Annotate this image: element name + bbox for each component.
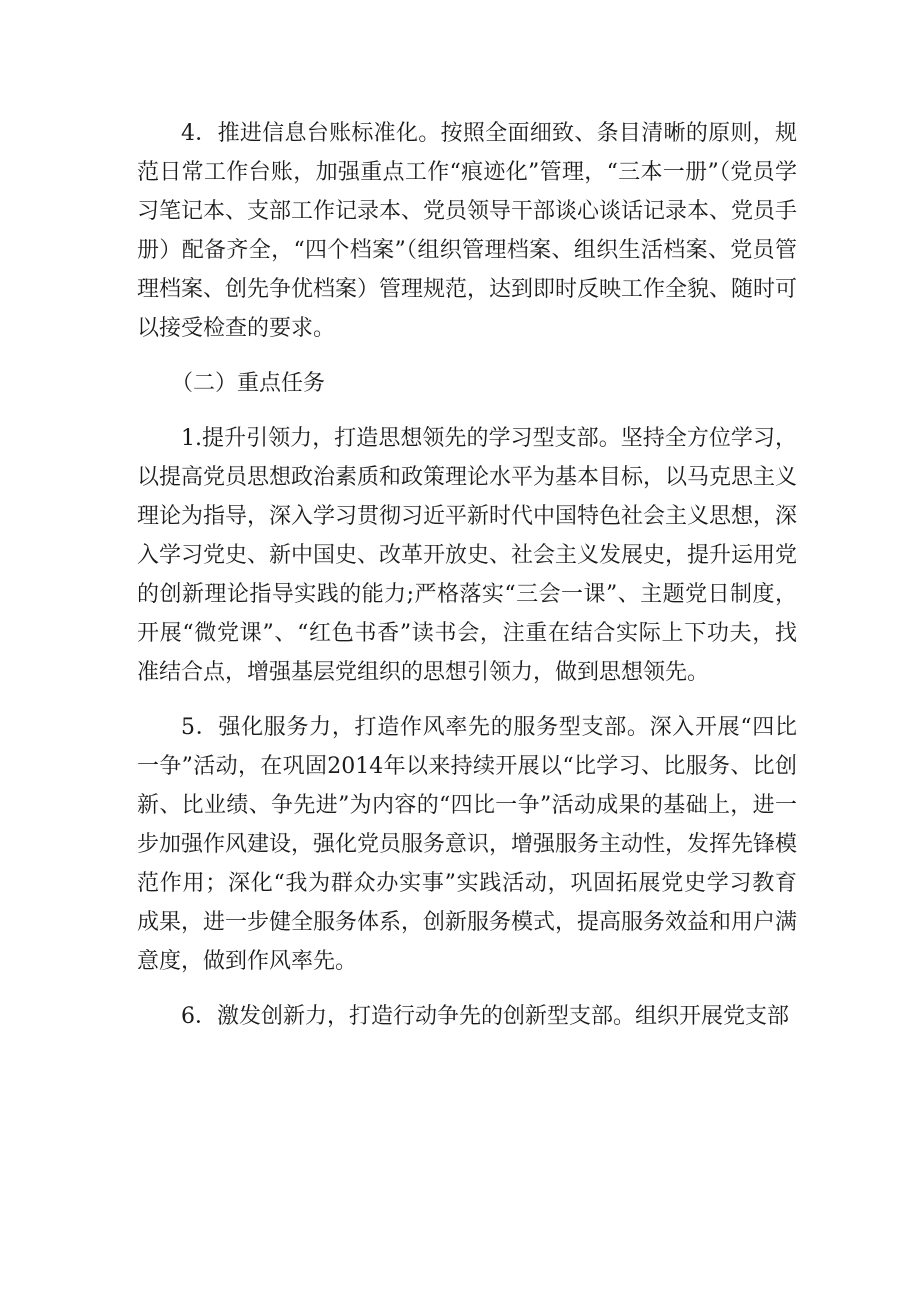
document-body	[137, 114, 797, 1036]
section-heading-key-tasks: （二）重点任务	[171, 371, 326, 396]
task-5-service: 5．强化服务力，打造作风率先的服务型支部。深入开展“四比一争”活动，在巩固2014年以来持续开展以“比学习、比服务、比创新、比业绩、争先进”为内容的“四比一争”活动成果的基础上，进一步加强作风建设，强化党员服务意识，增强服务主动性，发挥先锋模范作用；深化“我为群众办实事”实践活动，巩固拓展党史学习教育成果，进一步健全服务体系，创新服务模式，提高服务效益和用户满意度，做到作风率先。	[137, 715, 798, 974]
paragraph-4-info-ledger: 4．推进信息台账标准化。按照全面细致、条目清晰的原则，规范日常工作台账，加强重点工作“痕迹化”管理，“三本一册”（党员学习笔记本、支部工作记录本、党员领导干部谈心谈话记录本、党员手册）配备齐全，“四个档案”（组织管理档案、组织生活档案、党员管理档案、创先争优档案）管理规范，达到即时反映工作全貌、随时可以接受检查的要求。	[137, 121, 798, 341]
task-1-leadership: 1.提升引领力，打造思想领先的学习型支部。坚持全方位学习，以提高党员思想政治素质和政策理论水平为基本目标，以马克思主义理论为指导，深入学习贯彻习近平新时代中国特色社会主义思想，深入学习党史、新中国史、改革开放史、社会主义发展史，提升运用党的创新理论指导实践的能力;严格落实“三会一课”、主题党日制度，开展“微党课”、“红色书香”读书会，注重在结合实际上下功夫，找准结合点，增强基层党组织的思想引领力，做到思想领先。	[137, 426, 798, 685]
task-6-innovation: 6．激发创新力，打造行动争先的创新型支部。组织开展党支部	[181, 1004, 789, 1029]
